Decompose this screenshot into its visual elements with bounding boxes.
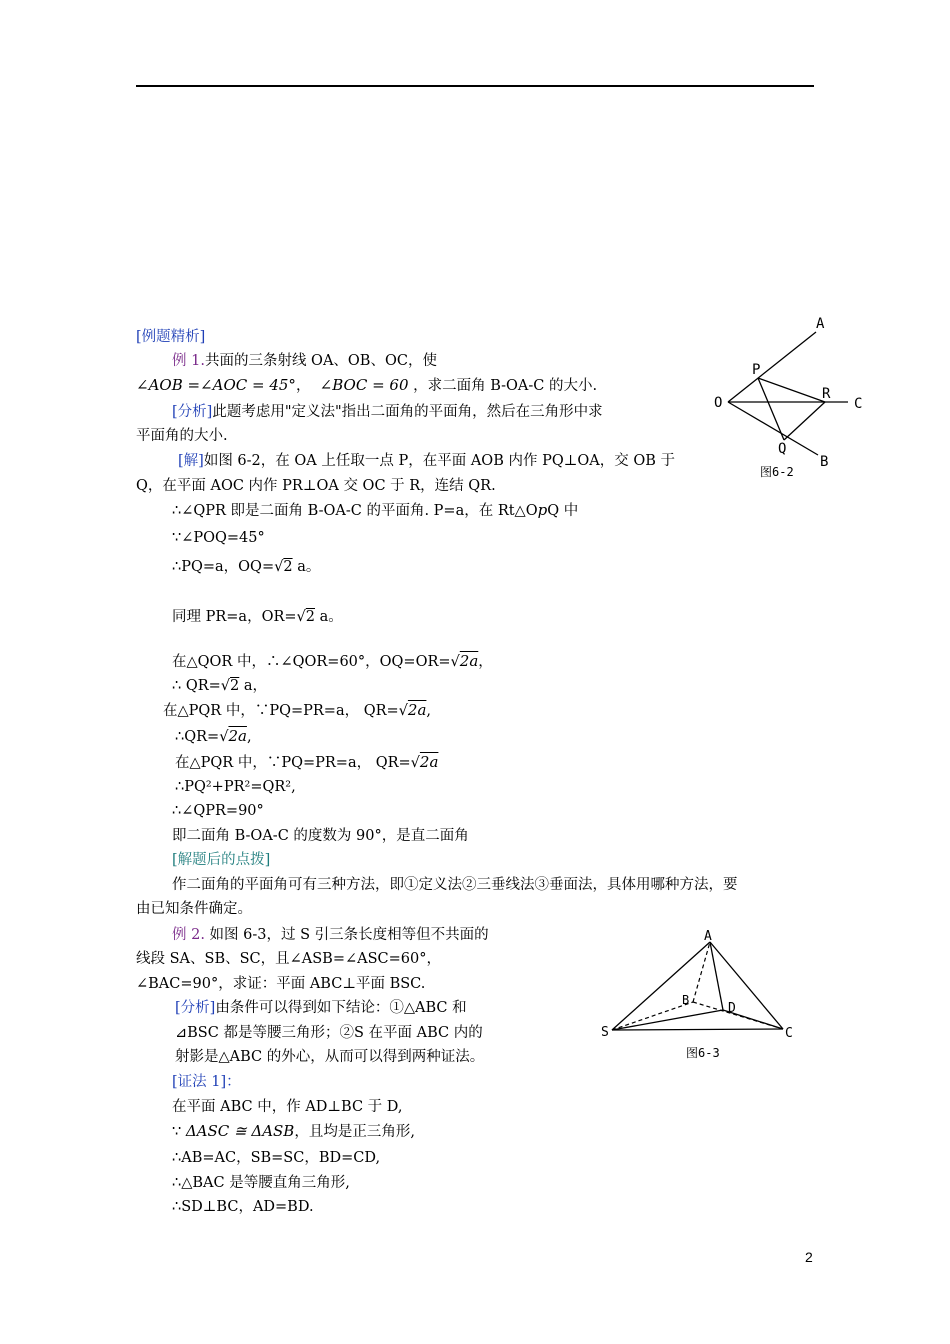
segment-qr bbox=[784, 402, 825, 440]
congruence-expr: ΔASC ≅ ΔASB bbox=[185, 1122, 295, 1140]
example1-statement: 例 1.共面的三条射线 OA、OB、OC，使 bbox=[172, 353, 437, 369]
segment-sa bbox=[612, 942, 710, 1030]
example1-solution: [解]如图 6-2，在 OA 上任取一点 P，在平面 AOB 内作 PQ⊥OA，交 OB 于 bbox=[178, 453, 675, 469]
solution-label: [解] bbox=[178, 453, 204, 469]
segment-sc bbox=[612, 1029, 783, 1030]
example2-statement-3: ∠BAC=90°，求证：平面 ABC⊥平面 BSC. bbox=[136, 976, 426, 992]
segment-pr bbox=[758, 378, 825, 402]
solution-line-4: 同理 PR=a，OR=√2 a。 bbox=[172, 609, 343, 625]
solution-line-12: 即二面角 B-OA-C 的度数为 90°，是直二面角 bbox=[172, 828, 469, 844]
ray-ob bbox=[728, 402, 818, 455]
label-b-2: B bbox=[682, 993, 690, 1007]
analysis-label-2: [分析] bbox=[175, 1000, 216, 1016]
example1-solution-cont: Q，在平面 AOC 内作 PR⊥OA 交 OC 于 R，连结 QR. bbox=[136, 478, 496, 494]
solution-line-1: ∴∠QPR 即是二面角 B-OA-C 的平面角. P=a，在 Rt△OpQ 中 bbox=[172, 501, 579, 519]
label-b: B bbox=[820, 454, 829, 470]
solution-line-11: ∴∠QPR=90° bbox=[172, 803, 264, 819]
proof-line-5: ∴SD⊥BC，AD=BD. bbox=[172, 1199, 314, 1215]
example1-label: 例 1. bbox=[172, 353, 205, 369]
figure-6-3-caption: 图6-3 bbox=[686, 1046, 720, 1060]
proof1-label: [证法 1]： bbox=[172, 1074, 241, 1090]
label-a-2: A bbox=[704, 929, 712, 944]
figure-6-3 bbox=[598, 926, 808, 1066]
proof-line-1: 在平面 ABC 中，作 AD⊥BC 于 D, bbox=[172, 1099, 403, 1115]
header-rule bbox=[136, 85, 814, 87]
segment-bc bbox=[693, 1002, 783, 1029]
sqrt-sign: √ bbox=[274, 559, 284, 575]
tips-text: 作二面角的平面角可有三种方法，即①定义法②三垂线法③垂面法，具体用哪种方法，要 bbox=[172, 877, 738, 893]
example2-label: 例 2. bbox=[172, 927, 205, 943]
tips-text-cont: 由已知条件确定。 bbox=[136, 901, 252, 917]
label-s: S bbox=[601, 1025, 609, 1040]
example2-analysis-3: 射影是△ABC 的外心，从而可以得到两种证法。 bbox=[175, 1049, 485, 1065]
solution-line-9: 在△PQR 中，∵PQ=PR=a， QR=√2a bbox=[175, 753, 439, 771]
segment-ad bbox=[710, 942, 723, 1010]
figure-6-2-caption: 图6-2 bbox=[760, 465, 794, 479]
example2-statement-2: 线段 SA、SB、SC，且∠ASB=∠ASC=60°， bbox=[136, 951, 441, 967]
section-title: [例题精析] bbox=[136, 329, 206, 345]
segment-ac bbox=[710, 942, 783, 1029]
example2-statement: 例 2. 如图 6-3，过 S 引三条长度相等但不共面的 bbox=[172, 927, 489, 943]
label-o: O bbox=[714, 395, 723, 411]
segment-sb bbox=[612, 1002, 693, 1030]
example1-analysis-cont: 平面角的大小. bbox=[136, 428, 228, 444]
proof-line-3: ∴AB=AC，SB=SC，BD=CD, bbox=[172, 1150, 381, 1166]
ray-oa bbox=[728, 332, 816, 402]
example1-analysis: [分析]此题考虑用"定义法"指出二面角的平面角，然后在三角形中求 bbox=[172, 404, 603, 420]
solution-line-8: ∴QR=√2a, bbox=[175, 727, 252, 745]
label-q: Q bbox=[778, 441, 787, 457]
label-c-2: C bbox=[785, 1026, 793, 1041]
angle-boc: ∠BOC = 60 bbox=[319, 376, 409, 394]
solution-line-2: ∵∠POQ=45° bbox=[172, 530, 265, 546]
label-p: P bbox=[752, 362, 761, 378]
solution-line-3: ∴PQ=a，OQ=√2 a。 bbox=[172, 559, 321, 575]
example2-analysis-2: ⊿BSC 都是等腰三角形；②S 在平面 ABC 内的 bbox=[175, 1025, 483, 1041]
segment-pq bbox=[758, 378, 784, 440]
solution-line-5: 在△QOR 中，∴∠QOR=60°，OQ=OR=√2a， bbox=[172, 652, 493, 670]
tips-label: [解题后的点拨] bbox=[172, 852, 271, 868]
example1-condition: ∠AOB =∠AOC = 45°， ∠BOC = 60 ，求二面角 B-OA-C 的大小. bbox=[136, 376, 598, 394]
proof-line-4: ∴△BAC 是等腰直角三角形, bbox=[172, 1175, 350, 1191]
analysis-label: [分析] bbox=[172, 404, 213, 420]
label-c: C bbox=[854, 396, 863, 412]
label-d: D bbox=[728, 1001, 736, 1016]
label-r: R bbox=[822, 386, 831, 402]
example2-analysis: [分析]由条件可以得到如下结论：①△ABC 和 bbox=[175, 1000, 467, 1016]
figure-6-2 bbox=[708, 310, 878, 480]
solution-line-6: ∴ QR=√2 a， bbox=[172, 678, 268, 694]
segment-sd bbox=[612, 1010, 723, 1030]
proof-line-2: ∵ ΔASC ≅ ΔASB，且均是正三角形, bbox=[172, 1122, 415, 1140]
label-a: A bbox=[816, 316, 825, 332]
page-number: 2 bbox=[805, 1249, 813, 1265]
angle-equation: ∠AOB =∠AOC = 45° bbox=[136, 376, 296, 394]
segment-ab bbox=[693, 942, 710, 1002]
solution-line-10: ∴PQ²+PR²=QR², bbox=[175, 779, 296, 795]
solution-line-7: 在△PQR 中，∵PQ=PR=a， QR=√2a, bbox=[163, 701, 432, 719]
